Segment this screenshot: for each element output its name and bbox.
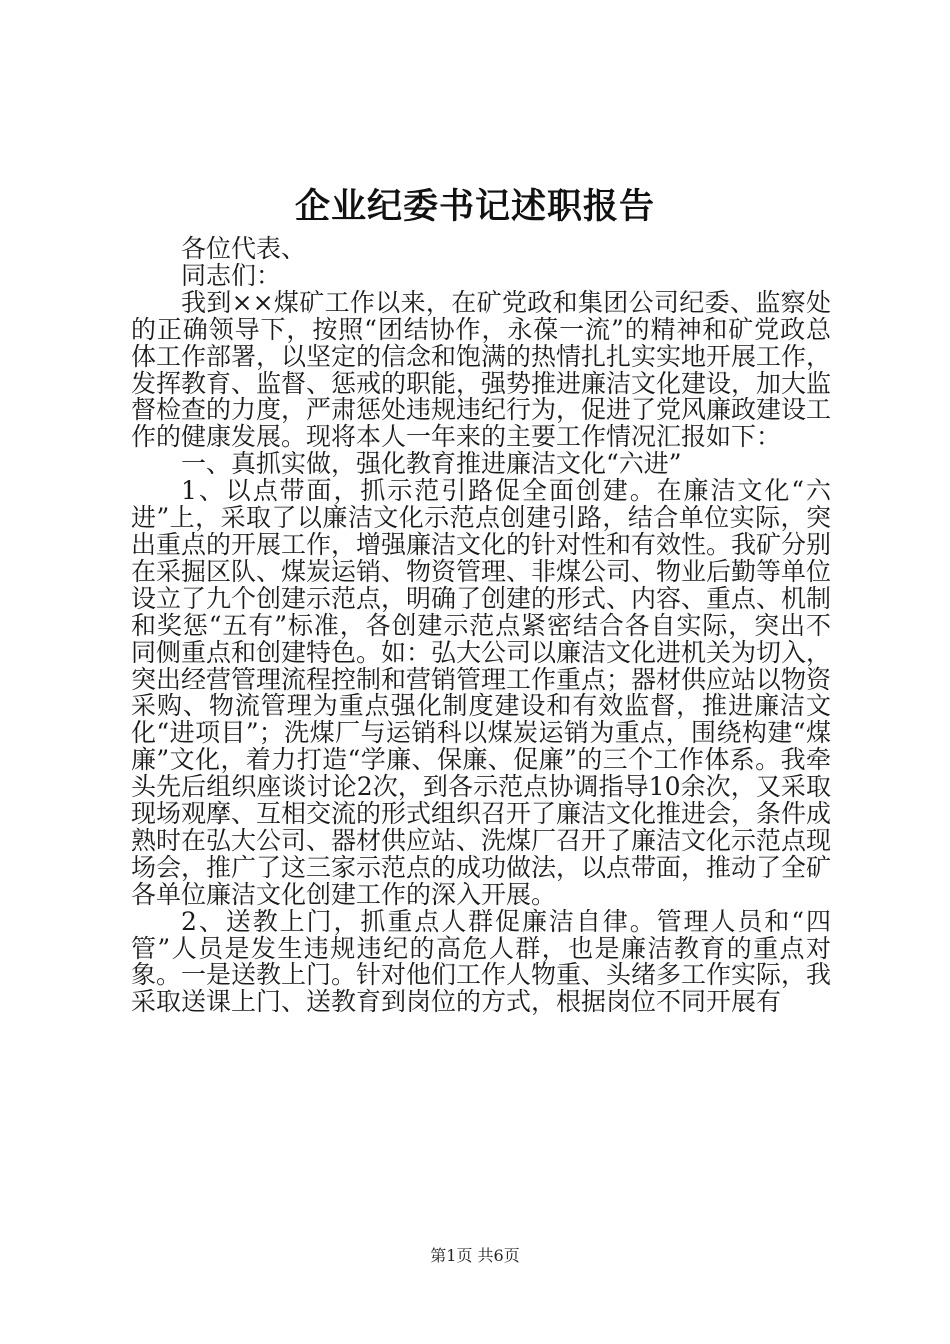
paragraph-item-2: 2、送教上门，抓重点人群促廉洁自律。管理人员和“四管”人员是发生违规违纪的高危人群，也是廉洁教育的重点对象。一是送教上门。针对他们工作人物重、头绪多工作实际，我采取送课上门、送教育到岗位的方式，根据岗位不同开展有 bbox=[131, 906, 832, 1017]
paragraph-salutation-1: 各位代表、 bbox=[181, 234, 307, 263]
paragraph-intro: 我到××煤矿工作以来，在矿党政和集团公司纪委、监察处的正确领导下，按照“团结协作，永葆一流”的精神和矿党政总体工作部署，以坚定的信念和饱满的热情扎扎实实地开展工作，发挥教育、监督、惩戒的职能，强势推进廉洁文化建设，加大监督检查的力度，严肃惩处违规违纪行为，促进了党风廉政建设工作的健康发展。现将本人一年来的主要工作情况汇报如下： bbox=[131, 287, 832, 452]
paragraph-item-1: 1、以点带面，抓示范引路促全面创建。在廉洁文化“六进”上，采取了以廉洁文化示范点创建引路，结合单位实际，突出重点的开展工作，增强廉洁文化的针对性和有效性。我矿分别在采掘区队、煤炭运销、物资管理、非煤公司、物业后勤等单位设立了九个创建示范点，明确了创建的形式、内容、重点、机制和奖惩“五有”标准，各创建示范点紧密结合各自实际，突出不同侧重点和创建特色。如：弘大公司以廉洁文化进机关为切入，突出经营管理流程控制和营销管理工作重点；器材供应站以物资采购、物流管理为重点强化制度建设和有效监督，推进廉洁文化“进项目”；洗煤厂与运销科以煤炭运销为重点，围绕构建“煤廉”文化，着力打造“学廉、保廉、促廉”的三个工作体系。我牵头先后组织座谈讨论2次，到各示范点协调指导10余次，又采取现场观摩、互相交流的形式组织召开了廉洁文化推进会，条件成熟时在弘大公司、器材供应站、洗煤厂召开了廉洁文化示范点现场会，推广了这三家示范点的成功做法，以点带面，推动了全矿各单位廉洁文化创建工作的深入开展。 bbox=[131, 476, 832, 909]
document-title: 企业纪委书记述职报告 bbox=[294, 186, 655, 227]
section-heading-1: 一、真抓实做，强化教育推进廉洁文化“六进” bbox=[181, 449, 682, 479]
paragraph-salutation-2: 同志们： bbox=[181, 260, 282, 290]
document-body bbox=[131, 236, 831, 1016]
page-footer: 第1页 共6页 bbox=[430, 1246, 520, 1265]
